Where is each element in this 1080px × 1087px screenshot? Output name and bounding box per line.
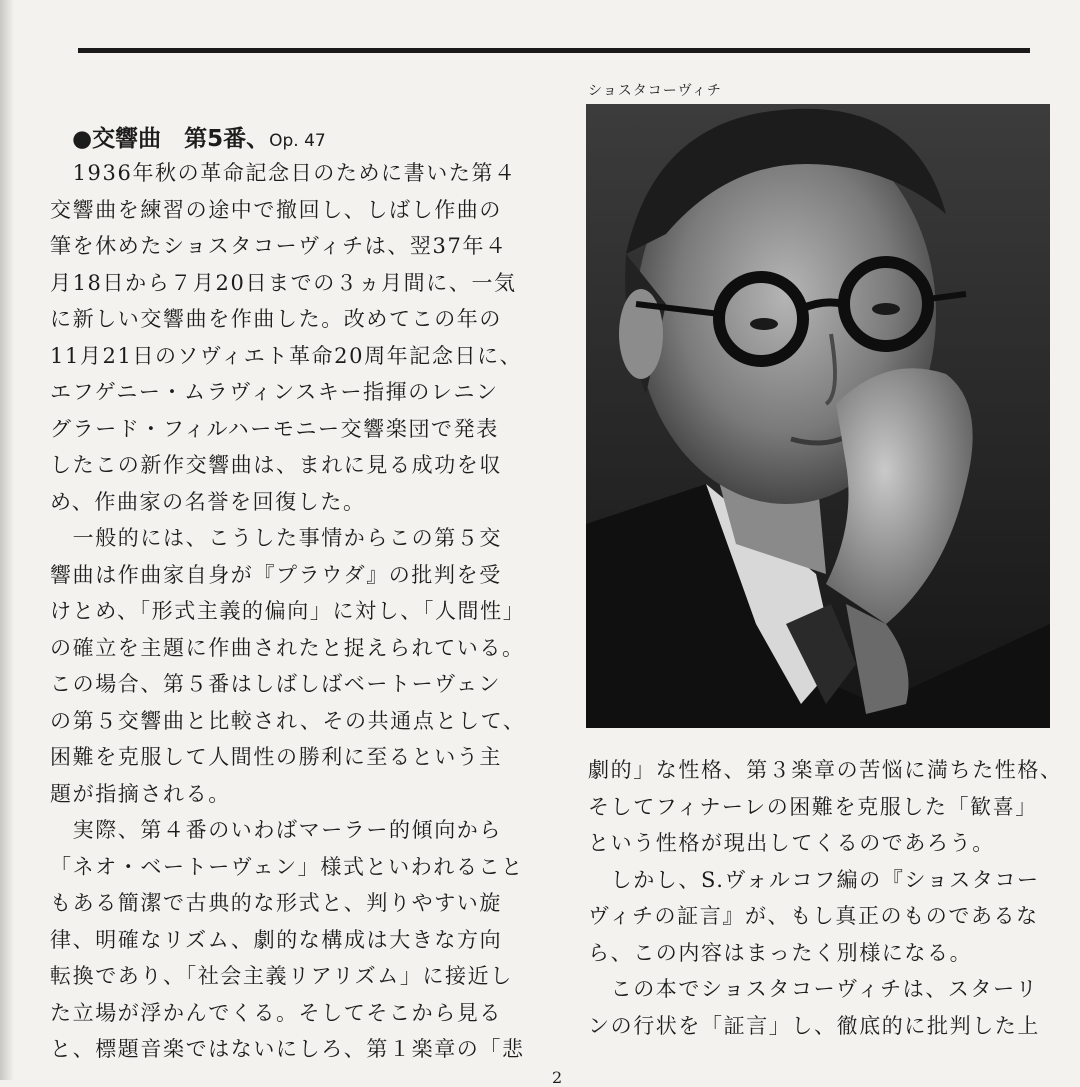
text-line: しかし、S.ヴォルコフ編の『ショスタコー: [588, 867, 1040, 892]
text-line: の確立を主題に作曲されたと捉えられている。: [50, 635, 525, 660]
bullet-icon: ●: [72, 126, 93, 152]
text-line: 題が指摘される。: [50, 781, 231, 806]
text-line: に新しい交響曲を作曲した。改めてこの年の: [50, 307, 502, 331]
text-line: けとめ、「形式主義的偏向」に対し、「人間性」: [50, 599, 526, 623]
text-line: グラード・フィルハーモニー交響楽団で発表: [50, 416, 499, 441]
page-gutter-shadow: [0, 0, 14, 1080]
text-line: 転換であり、「社会主義リアリズム」に接近し: [50, 964, 513, 988]
text-line: 「ネオ・ベートーヴェン」様式といわれること: [50, 854, 524, 879]
heading-opus: Op. 47: [269, 131, 326, 151]
text-line: という性格が現出してくるのであろう。: [588, 831, 995, 855]
text-line: したこの新作交響曲は、まれに見る成功を収: [50, 453, 502, 477]
text-line: 月18日から７月20日までの３ヵ月間に、一気: [50, 270, 517, 295]
text-line: め、作曲家の名誉を回復した。: [50, 489, 366, 514]
text-line: そしてフィナーレの困難を克服した「歓喜」: [588, 794, 1038, 819]
photo-caption: ショスタコーヴィチ: [588, 83, 722, 99]
text-line: 困難を克服して人間性の勝利に至るという主: [50, 745, 502, 769]
heading-title: 交響曲 第5番、: [92, 126, 270, 152]
text-line: 劇的」な性格、第３楽章の苦悩に満ちた性格、: [588, 758, 1063, 782]
text-line: 響曲は作曲家自身が『プラウダ』の批判を受: [50, 562, 502, 587]
section-heading: [72, 120, 326, 153]
text-line: の第５交響曲と比較され、その共通点として、: [50, 708, 526, 733]
text-line: もある簡潔で古典的な形式と、判りやすい旋: [50, 891, 502, 915]
text-line: エフゲニー・ムラヴィンスキー指揮のレニン: [50, 380, 499, 404]
top-rule: [78, 48, 1030, 53]
right-column-text: [588, 752, 1063, 1044]
text-line: 交響曲を練習の途中で撤回し、しばし作曲の: [50, 197, 502, 222]
text-line: 実際、第４番のいわばマーラー的傾向から: [50, 818, 502, 842]
portrait-photo: [586, 104, 1050, 728]
text-line: ンの行状を「証言」し、徹底的に批判した上: [588, 1013, 1040, 1038]
text-line: 律、明確なリズム、劇的な構成は大きな方向: [50, 927, 503, 952]
page-number: 2: [552, 1068, 563, 1087]
text-line: 11月21日のソヴィエト革命20周年記念日に、: [50, 343, 523, 368]
text-line: 1936年秋の革命記念日のために書いた第４: [50, 161, 517, 185]
text-line: ヴィチの証言』が、もし真正のものであるな: [588, 904, 1039, 928]
left-column-text: [50, 155, 550, 1068]
text-line: 一般的には、こうした事情からこの第５交: [50, 526, 502, 550]
text-line: と、標題音楽ではないにしろ、第１楽章の「悲: [50, 1037, 525, 1061]
text-line: ら、この内容はまったく別様になる。: [588, 940, 973, 965]
text-line: 筆を休めたショスタコーヴィチは、翌37年４: [50, 234, 508, 258]
text-line: この場合、第５番はしばしばベートーヴェン: [50, 672, 502, 696]
text-line: た立場が浮かんでくる。そしてそこから見る: [50, 1000, 502, 1025]
text-line: この本でショスタコーヴィチは、スターリ: [588, 977, 1039, 1001]
